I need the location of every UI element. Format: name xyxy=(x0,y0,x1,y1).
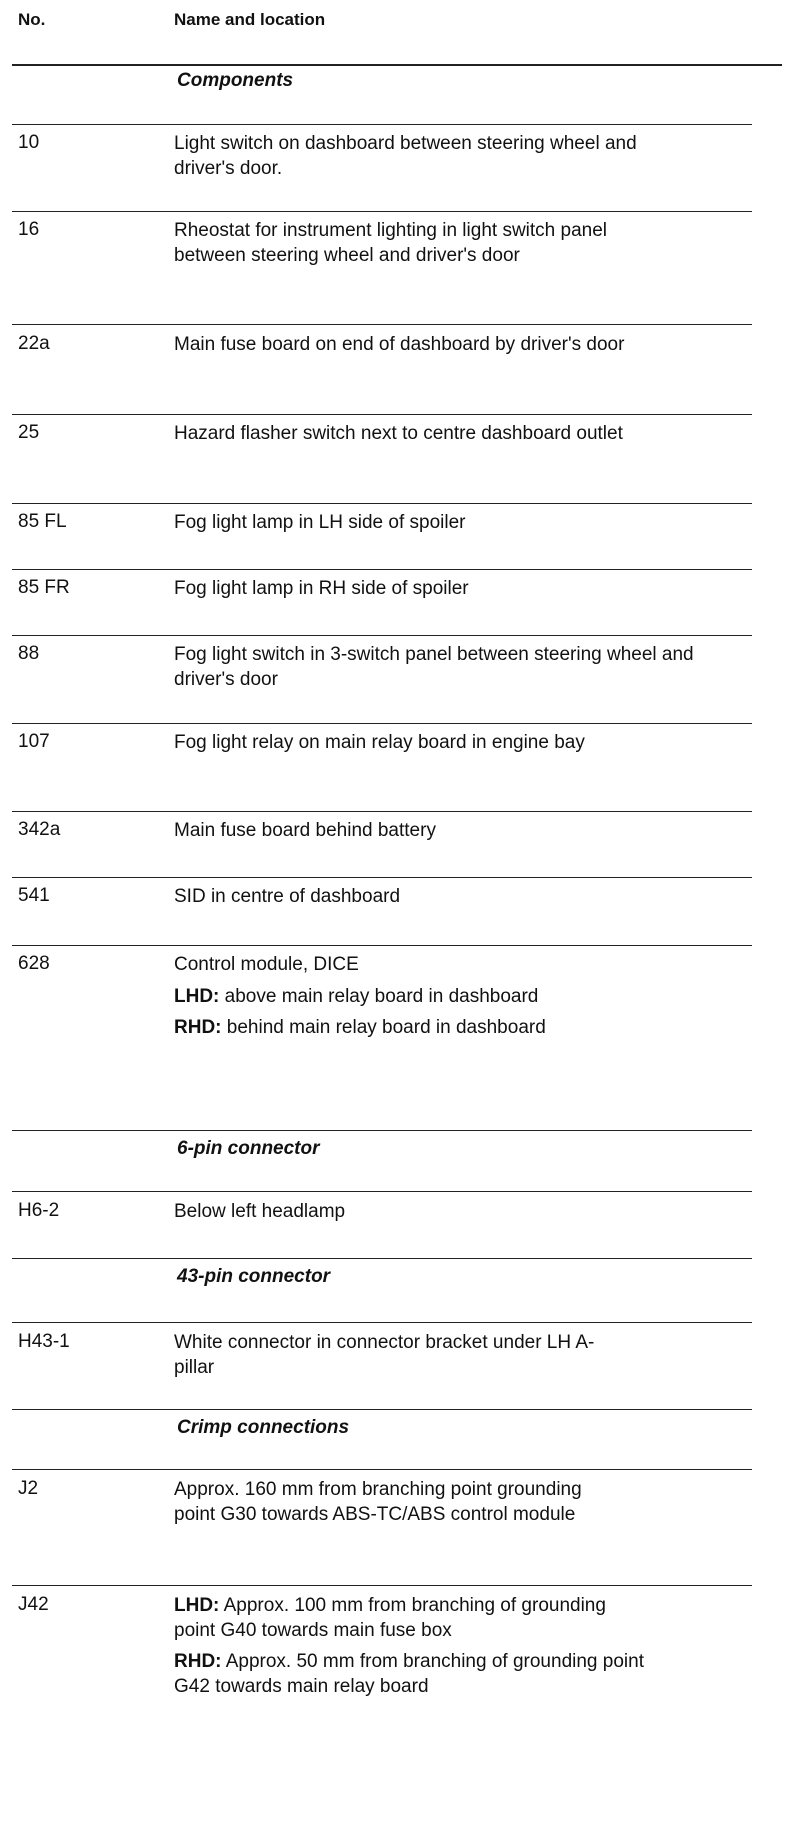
lhd-note xyxy=(174,985,594,1010)
row-divider xyxy=(12,1469,752,1470)
row-divider xyxy=(12,1258,752,1259)
row-divider xyxy=(12,569,752,570)
description-text: Main fuse board on end of dashboard by driver's door xyxy=(174,334,625,355)
section-43-pin-connector: 43-pin connector xyxy=(177,1266,331,1287)
description-text: Fog light lamp in LH side of spoiler xyxy=(174,512,466,533)
item-number: J42 xyxy=(18,1594,49,1615)
description-text: Main fuse board behind battery xyxy=(174,820,436,841)
row-divider xyxy=(12,1409,752,1410)
section-components: Components xyxy=(177,70,294,91)
item-description xyxy=(174,1331,634,1387)
item-description xyxy=(174,333,644,365)
row-divider xyxy=(12,811,752,812)
item-description xyxy=(174,422,644,454)
row-divider xyxy=(12,635,752,636)
lhd-text: above main relay board in dashboard xyxy=(224,985,539,1007)
description-text: Control module, DICE xyxy=(174,954,359,975)
lhd-label: LHD: xyxy=(174,1595,220,1616)
item-description xyxy=(174,819,734,851)
item-number: 85 FR xyxy=(18,577,70,598)
item-number: H6-2 xyxy=(18,1200,60,1221)
rhd-text: behind main relay board in dashboard xyxy=(226,1017,546,1038)
item-description xyxy=(174,643,714,699)
rhd-note xyxy=(174,1016,594,1041)
item-number: 22a xyxy=(18,333,50,354)
lhd-label: LHD: xyxy=(174,985,220,1007)
rhd-label: RHD: xyxy=(174,1017,222,1038)
column-header-name: Name and location xyxy=(174,10,326,29)
description-text: Rheostat for instrument lighting in light switch panel between steering wheel and driver's door xyxy=(174,220,608,266)
item-number: 25 xyxy=(18,422,40,443)
item-description xyxy=(174,1594,644,1706)
description-text: Hazard flasher switch next to centre dashboard outlet xyxy=(174,423,623,444)
item-number: J2 xyxy=(18,1478,39,1499)
item-description xyxy=(174,219,674,275)
item-number: 541 xyxy=(18,885,50,906)
section-6-pin-connector: 6-pin connector xyxy=(177,1138,320,1159)
rhd-text: Approx. 50 mm from branching of grounding point G42 towards main relay board xyxy=(174,1651,644,1697)
row-divider xyxy=(12,211,752,212)
lhd-text: Approx. 100 mm from branching of grounding point G40 towards main fuse box xyxy=(174,1595,606,1641)
rhd-label: RHD: xyxy=(174,1651,222,1672)
item-number: 342a xyxy=(18,819,61,840)
description-text: Below left headlamp xyxy=(174,1201,346,1222)
item-number: 107 xyxy=(18,731,50,752)
column-header-no: No. xyxy=(18,10,46,29)
row-divider xyxy=(12,414,752,415)
item-description xyxy=(174,1200,734,1232)
header-divider xyxy=(12,64,782,66)
item-number: 628 xyxy=(18,953,50,974)
row-divider xyxy=(12,124,752,125)
row-divider xyxy=(12,324,752,325)
description-text: Fog light switch in 3-switch panel between steering wheel and driver's door xyxy=(174,644,694,690)
section-crimp-connections: Crimp connections xyxy=(177,1417,350,1438)
row-divider xyxy=(12,945,752,946)
item-description xyxy=(174,885,734,917)
item-description xyxy=(174,1478,624,1534)
description-text: White connector in connector bracket under LH A-pillar xyxy=(174,1332,595,1378)
description-text: Light switch on dashboard between steering wheel and driver's door. xyxy=(174,133,637,179)
description-text: SID in centre of dashboard xyxy=(174,886,401,907)
item-description xyxy=(174,132,644,188)
item-number: 88 xyxy=(18,643,40,664)
description-text: Approx. 160 mm from branching point grounding point G30 towards ABS-TC/ABS control module xyxy=(174,1479,582,1525)
description-text: Fog light relay on main relay board in engine bay xyxy=(174,732,585,753)
item-description xyxy=(174,953,594,1048)
item-description xyxy=(174,731,634,763)
row-divider xyxy=(12,503,752,504)
row-divider xyxy=(12,1191,752,1192)
rhd-note xyxy=(174,1650,644,1699)
item-number: 85 FL xyxy=(18,511,67,532)
item-description xyxy=(174,577,734,609)
lhd-note xyxy=(174,1594,644,1643)
row-divider xyxy=(12,1322,752,1323)
description-text: Fog light lamp in RH side of spoiler xyxy=(174,578,469,599)
row-divider xyxy=(12,1130,752,1131)
row-divider xyxy=(12,877,752,878)
row-divider xyxy=(12,723,752,724)
item-description xyxy=(174,511,734,543)
item-number: 16 xyxy=(18,219,40,240)
row-divider xyxy=(12,1585,752,1586)
item-number: 10 xyxy=(18,132,40,153)
item-number: H43-1 xyxy=(18,1331,70,1352)
